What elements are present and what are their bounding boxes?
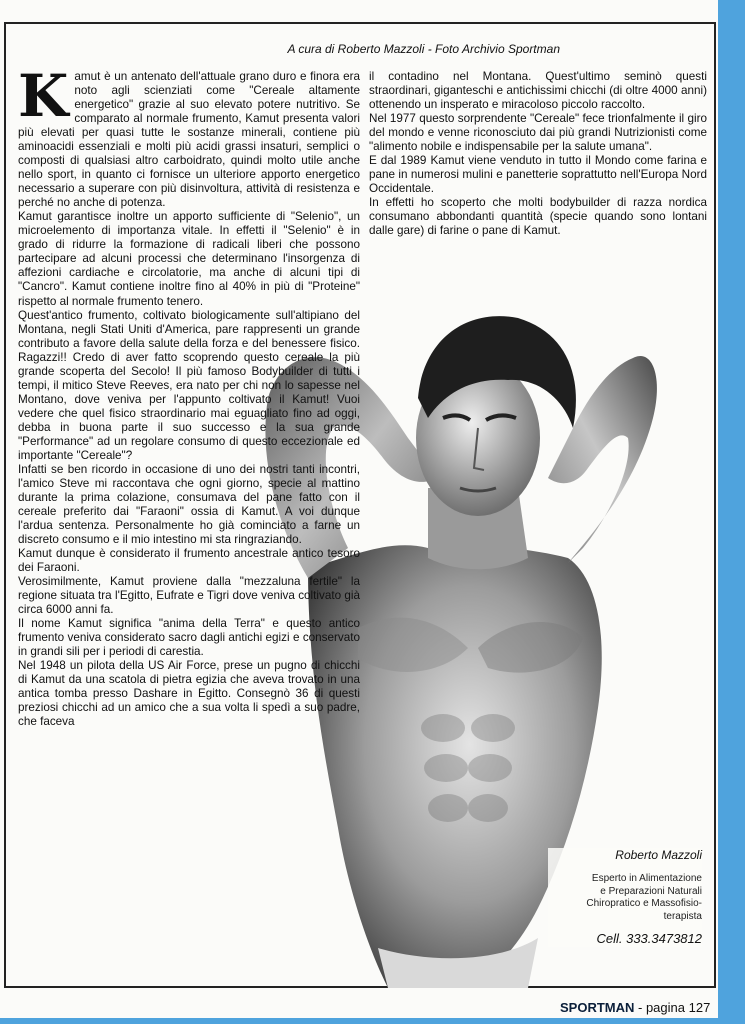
article-column-left <box>18 62 360 729</box>
paragraph: Kamut dunque è considerato il frumento ancestrale antico tesoro dei Faraoni. <box>18 547 360 575</box>
author-title-line: e Preparazioni Naturali <box>600 885 702 897</box>
page-number: - pagina 127 <box>638 1000 711 1015</box>
author-name: Roberto Mazzoli <box>615 848 702 862</box>
author-title-line: terapista <box>663 910 702 922</box>
paragraph: Nel 1977 questo sorprendente "Cereale" fece trionfalmente il giro del mondo e venne riconosciuto dai più grandi Nutrizionisti come "alimento nobile e indispensabile per la salute umana". <box>369 112 707 154</box>
paragraph: Il nome Kamut significa "anima della Terra" e questo antico frumento veniva considerato sacro dagli antichi egizi e conservato in grandi sili per i periodi di carestia. <box>18 617 360 659</box>
photo-credit: A cura di Roberto Mazzoli - Foto Archivio Sportman <box>287 42 560 56</box>
paragraph: amut è un antenato dell'attuale grano duro e finora era noto agli scienziati come "Cereale altamente energetico" grazie al suo elevato potere nutritivo. Se comparato al normale frumento, Kamut presenta valori più elevati per quasi tutte le sostanze minerali, contiene più aminoacidi essenziali e molti più acidi grassi insaturi, semplici o composti di qualsiasi altro carboidrato, quindi molto utile anche nello sport, in quanto ci fornisce un ulteriore apporto energetico necessario a superare con più disinvoltura, attività di resistenza e perché no anche di potenza. <box>18 70 360 210</box>
paragraph: il contadino nel Montana. Quest'ultimo seminò questi straordinari, giganteschi e antichissimi chicchi (di oltre 4000 anni) ottenendo un insperato e miracoloso piccolo raccolto. <box>369 70 707 112</box>
author-phone: Cell. 333.3473812 <box>596 931 702 946</box>
author-title-line: Esperto in Alimentazione <box>591 873 702 884</box>
page-footer <box>560 1000 710 1015</box>
author-title-line: Chiropratico e Massofisio- <box>586 898 702 909</box>
magazine-name: SPORTMAN <box>560 1000 635 1015</box>
paragraph: Verosimilmente, Kamut proviene dalla "mezzaluna fertile" la regione situata tra l'Egitto, Eufrate e Tigri dove veniva coltivato già circa 6000 anni fa. <box>18 575 360 617</box>
paragraph: E dal 1989 Kamut viene venduto in tutto il Mondo come farina e pane in numerosi mulini e panetterie soprattutto nell'Europa Nord Occidentale. <box>369 154 707 196</box>
paragraph: Infatti se ben ricordo in occasione di uno dei nostri tanti incontri, l'amico Steve mi raccontava che ogni giorno, specie al mattino durante la prima colazione, consumava del pane fatto con il cereale preferito dai "Faraoni" ossia di Kamut. A voi dunque l'ardua sentenza. Personalmente ho già cominciato a farne un discreto consumo e il mio intestino mi sta ringraziando. <box>18 462 360 547</box>
drop-cap: K <box>18 62 69 130</box>
paragraph: Nel 1948 un pilota della US Air Force, prese un pugno di chicchi di Kamut da una scatola di pietra egizia che aveva trovato in una antica tomba presso Dashare in Egitto. Consegnò 36 di questi preziosi chicchi ad un amico che a sua volta li spedì a suo padre, che faceva <box>18 659 360 729</box>
paragraph: Quest'antico frumento, coltivato biologicamente sull'altipiano del Montana, negli Stati Uniti d'America, pare rappresenti un grande contributo a favore della salute della forza e del benessere fisico. Ragazzi!! Credo di aver fatto scoprendo questo cereale la più grande scoperta del Secolo! Il più famoso Bodybuilder di tutti i tempi, il mitico Steve Reeves, era nato per chi non lo sapesse nel Montano, dove veniva per l'appunto coltivato il Kamut! Vuoi vedere che quel fisico straordinario mai eguagliato fino ad oggi, debba in buona parte il suo successo e la sua grande "Performance" ad un regolare consumo di questo eccezionale ed importante "Cereale"? <box>18 308 360 462</box>
article-column-right <box>369 70 707 238</box>
author-bio <box>548 848 702 947</box>
paragraph: In effetti ho scoperto che molti bodybuilder di razza nordica consumano abbondanti quantità (specie quando sono lontani dalle gare) di farine o pane di Kamut. <box>369 196 707 238</box>
paragraph: Kamut garantisce inoltre un apporto sufficiente di "Selenio", un microelemento di importanza vitale. In effetti il "Selenio" è in grado di ridurre la formazione di radicali liberi che possono partecipare ad alcuni processi che determinano l'insorgenza di affezioni cardiache e circolatorie, ma anche di alcuni tipi di "Cancro". Kamut contiene inoltre fino al 40% in più di "Proteine" rispetto al normale frumento tenero. <box>18 210 360 308</box>
